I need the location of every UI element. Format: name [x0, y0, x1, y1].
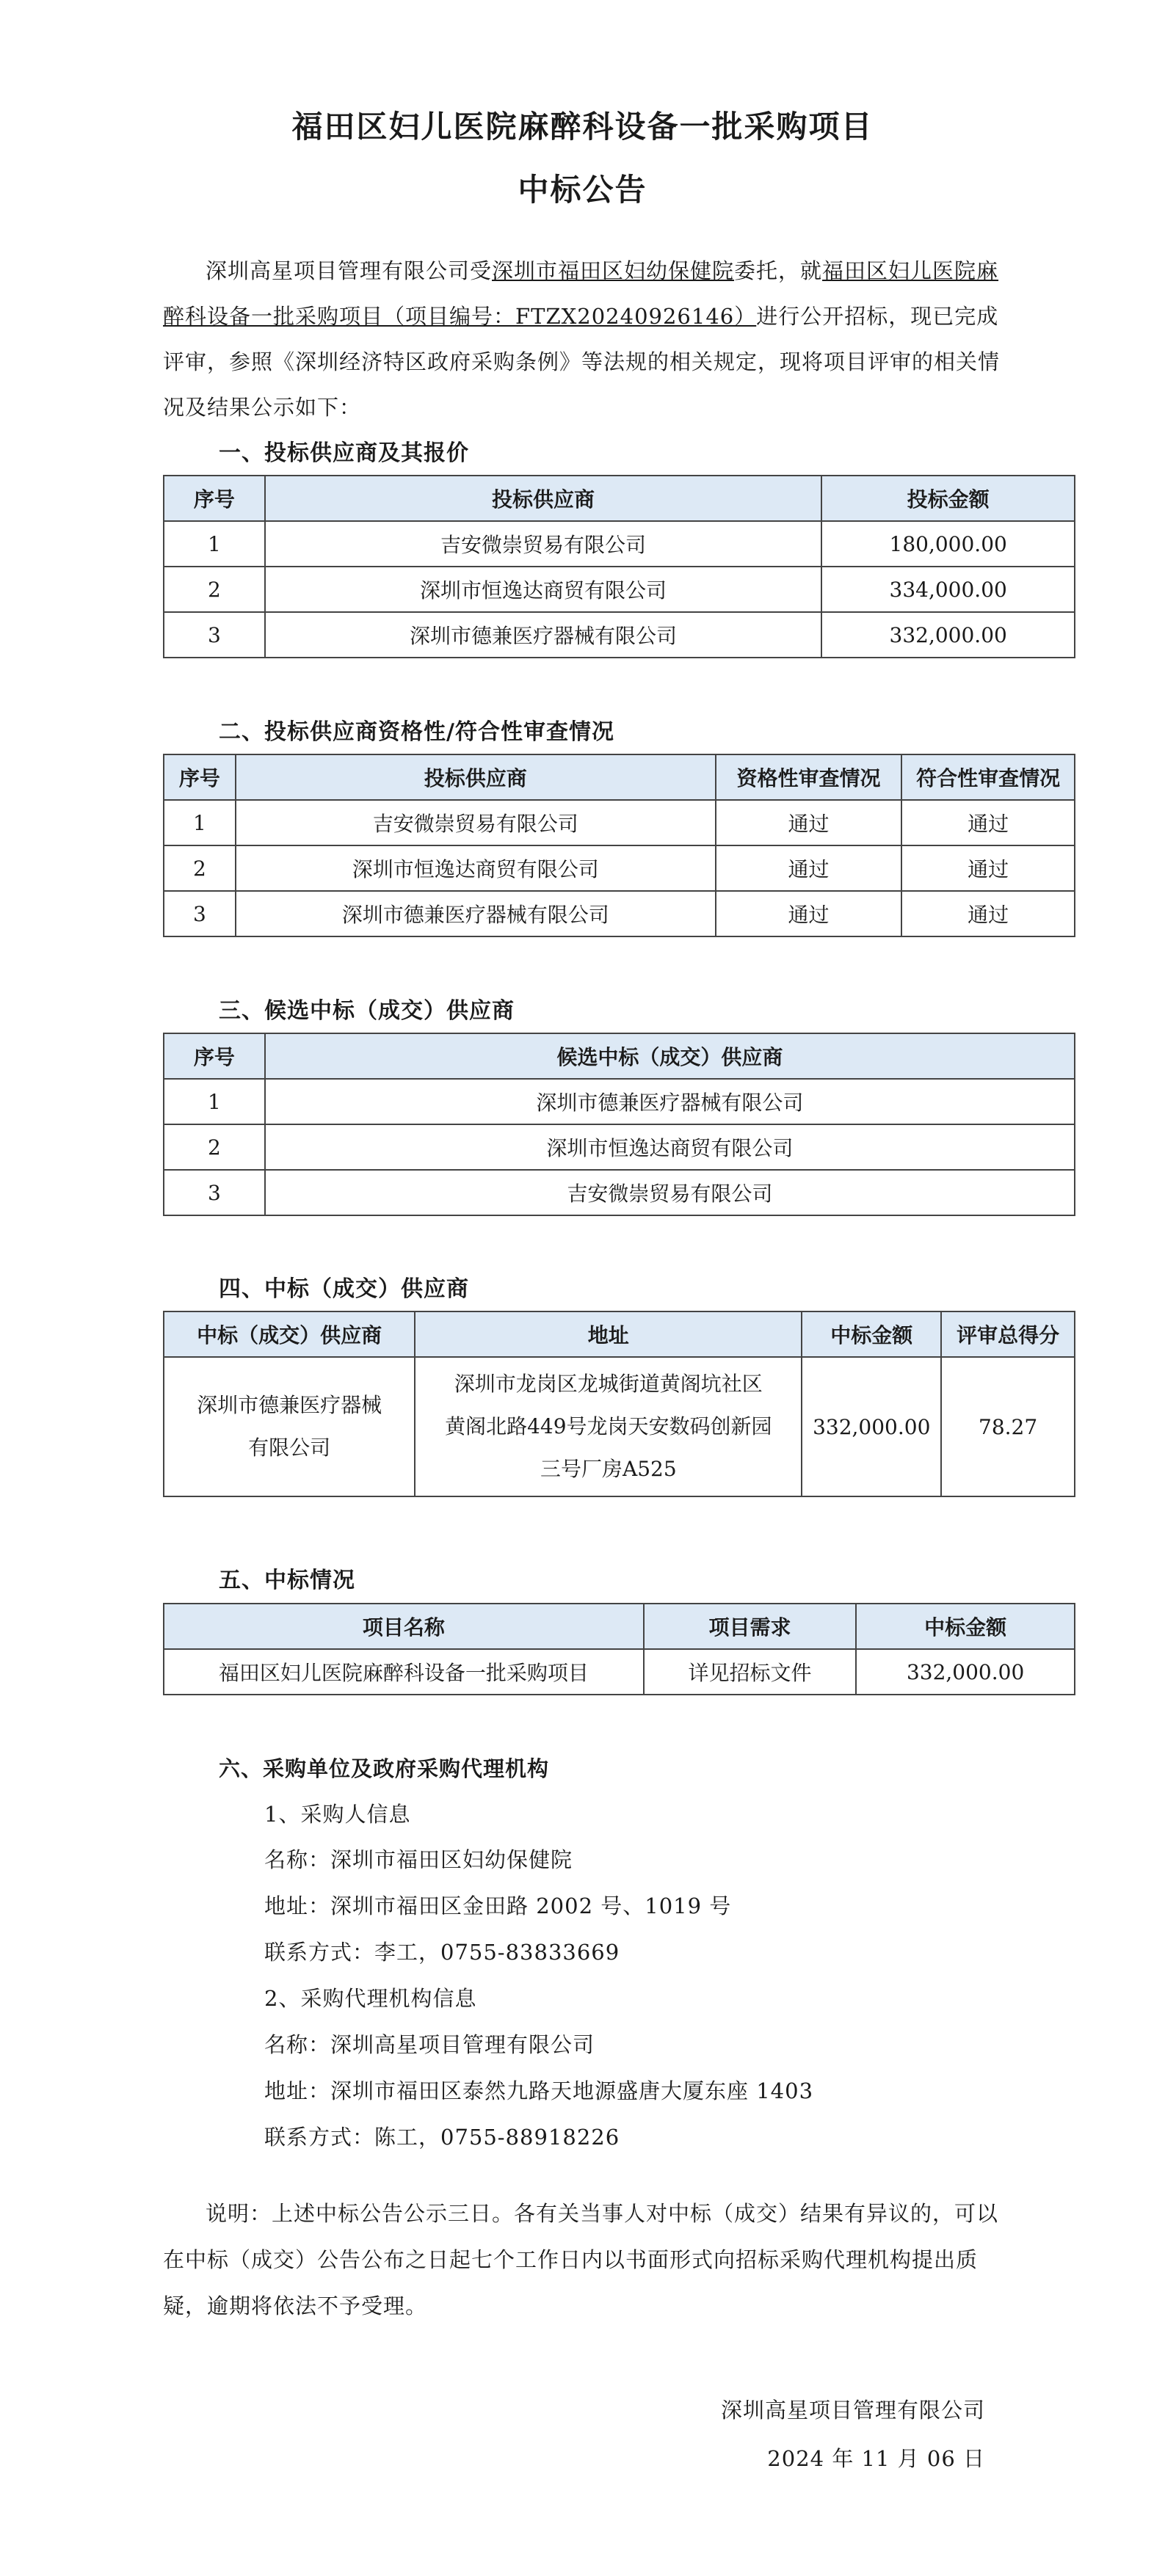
cell: 2 — [164, 845, 236, 891]
cell: 180,000.00 — [821, 521, 1075, 567]
table-row — [164, 521, 1075, 567]
cell: 3 — [164, 1170, 265, 1215]
header-cell: 序号 — [164, 476, 265, 521]
intro-purchaser: 深圳市福田区妇幼保健院 — [492, 258, 735, 283]
cell: 3 — [164, 891, 236, 936]
buyer-contact: 联系方式：李工，0755-83833669 — [264, 1940, 620, 1965]
section6-heading: 六、采购单位及政府采购代理机构 — [219, 1756, 550, 1781]
agent-name: 名称：深圳高星项目管理有限公司 — [264, 2032, 595, 2057]
cell: 1 — [164, 800, 236, 845]
cell: 深圳市恒逸达商贸有限公司 — [265, 567, 822, 612]
cell: 吉安微崇贸易有限公司 — [265, 1170, 1075, 1215]
address-line: 黄阁北路449号龙岗天安数码创新园 — [445, 1414, 772, 1438]
agent-contact: 联系方式：陈工，0755-88918226 — [264, 2125, 620, 2150]
cell: 2 — [164, 567, 265, 612]
cell: 通过 — [716, 891, 902, 936]
header-cell: 序号 — [164, 1033, 265, 1079]
candidate-table — [163, 1033, 1075, 1216]
header-cell: 项目需求 — [644, 1604, 856, 1649]
buyer-address: 地址：深圳市福田区金田路 2002 号、1019 号 — [264, 1893, 732, 1918]
header-cell: 项目名称 — [164, 1604, 644, 1649]
header-cell: 投标金额 — [821, 476, 1075, 521]
header-cell: 中标金额 — [802, 1311, 941, 1357]
table-row — [164, 1124, 1075, 1170]
bid-table — [163, 475, 1075, 658]
signature-company: 深圳高星项目管理有限公司 — [720, 2398, 985, 2423]
cell: 3 — [164, 612, 265, 658]
intro-paragraph — [163, 248, 1018, 430]
cell: 吉安微崇贸易有限公司 — [265, 521, 822, 567]
buyer-info-title: 1、采购人信息 — [264, 1802, 411, 1827]
cell: 通过 — [901, 891, 1075, 936]
header-cell: 候选中标（成交）供应商 — [265, 1033, 1075, 1079]
cell: 福田区妇儿医院麻醉科设备一批采购项目 — [164, 1649, 644, 1695]
winner-score-cell: 78.27 — [941, 1357, 1075, 1496]
header-cell: 序号 — [164, 754, 236, 800]
table-row — [164, 1357, 1075, 1496]
winner-supplier-cell — [164, 1357, 415, 1496]
cell: 通过 — [901, 800, 1075, 845]
cell: 深圳市德兼医疗器械有限公司 — [236, 891, 716, 936]
intro-text-3: 进行公开招标，现已完成评审，参照《深圳经济特区政府采购条例》等法规的相关规定，现将项目评审的相关情况及结果公示如下： — [163, 304, 1001, 420]
note-paragraph — [163, 2191, 1018, 2329]
winner-amount-cell: 332,000.00 — [802, 1357, 941, 1496]
award-table — [163, 1603, 1075, 1695]
note-text: 说明：上述中标公告公示三日。各有关当事人对中标（成交）结果有异议的，可以在中标（成交）公告公布之日起七个工作日内以书面形式向招标采购代理机构提出质疑，逾期将依法不予受理。 — [163, 2201, 999, 2318]
cell: 334,000.00 — [821, 567, 1075, 612]
table-row — [164, 891, 1075, 936]
winner-table — [163, 1311, 1075, 1497]
document-subtitle: 中标公告 — [518, 172, 647, 208]
table-row — [164, 1649, 1075, 1695]
section2-heading: 二、投标供应商资格性/符合性审查情况 — [219, 719, 614, 745]
cell: 332,000.00 — [821, 612, 1075, 658]
table-row — [164, 1170, 1075, 1215]
cell: 332,000.00 — [856, 1649, 1075, 1695]
cell: 详见招标文件 — [644, 1649, 856, 1695]
header-cell: 资格性审查情况 — [716, 754, 902, 800]
address-line: 深圳市龙岗区龙城街道黄阁坑社区 — [454, 1372, 763, 1396]
section1-heading: 一、投标供应商及其报价 — [219, 440, 469, 466]
intro-text-1: 深圳高星项目管理有限公司受 — [206, 258, 493, 283]
agent-address: 地址：深圳市福田区泰然九路天地源盛唐大厦东座 1403 — [264, 2078, 814, 2103]
agent-info-title: 2、采购代理机构信息 — [264, 1986, 477, 2011]
cell: 通过 — [901, 845, 1075, 891]
header-cell: 投标供应商 — [265, 476, 822, 521]
qualification-table — [163, 754, 1075, 937]
header-cell: 地址 — [415, 1311, 802, 1357]
intro-text-2: 委托，就 — [734, 258, 823, 283]
cell: 通过 — [716, 845, 902, 891]
header-cell: 投标供应商 — [236, 754, 716, 800]
section4-heading: 四、中标（成交）供应商 — [219, 1276, 469, 1302]
cell: 深圳市恒逸达商贸有限公司 — [236, 845, 716, 891]
cell: 吉安微崇贸易有限公司 — [236, 800, 716, 845]
table-row — [164, 845, 1075, 891]
cell: 1 — [164, 521, 265, 567]
header-cell: 中标（成交）供应商 — [164, 1311, 415, 1357]
section3-heading: 三、候选中标（成交）供应商 — [219, 998, 515, 1024]
address-line: 三号厂房A525 — [540, 1457, 677, 1481]
table-row — [164, 567, 1075, 612]
cell: 深圳市德兼医疗器械有限公司 — [265, 1079, 1075, 1124]
header-cell: 中标金额 — [856, 1604, 1075, 1649]
supplier-line: 深圳市德兼医疗器械 — [197, 1393, 382, 1417]
cell: 1 — [164, 1079, 265, 1124]
document-title: 福田区妇儿医院麻醉科设备一批采购项目 — [291, 109, 874, 145]
signature-date: 2024 年 11 月 06 日 — [767, 2446, 985, 2471]
cell: 深圳市恒逸达商贸有限公司 — [265, 1124, 1075, 1170]
cell: 2 — [164, 1124, 265, 1170]
table-row — [164, 612, 1075, 658]
header-cell: 评审总得分 — [941, 1311, 1075, 1357]
supplier-line: 有限公司 — [248, 1436, 331, 1460]
intro-project: 福田区妇儿医院麻醉科设备一批采购项目（项目编号：FTZX20240926146） — [163, 258, 999, 329]
cell: 通过 — [716, 800, 902, 845]
table-row — [164, 800, 1075, 845]
header-cell: 符合性审查情况 — [901, 754, 1075, 800]
buyer-name: 名称：深圳市福田区妇幼保健院 — [264, 1847, 573, 1872]
winner-address-cell — [415, 1357, 802, 1496]
cell: 深圳市德兼医疗器械有限公司 — [265, 612, 822, 658]
section5-heading: 五、中标情况 — [219, 1568, 355, 1593]
table-row — [164, 1079, 1075, 1124]
